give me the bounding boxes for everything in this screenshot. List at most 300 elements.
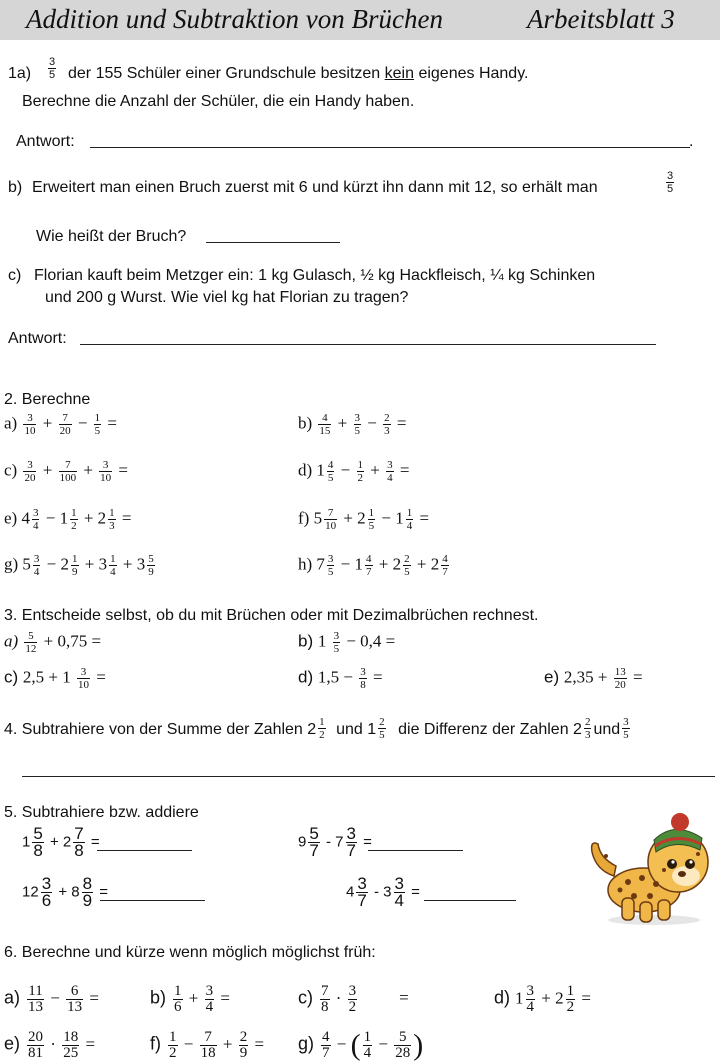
fraction: [62, 1030, 79, 1061]
denominator: 81: [28, 1045, 44, 1061]
denominator: 4: [205, 999, 214, 1015]
fraction: [200, 1030, 217, 1061]
fraction: [368, 507, 376, 532]
whole-number: 3: [136, 554, 146, 574]
task2-item-g: [4, 553, 157, 578]
whole-number: 8: [71, 883, 80, 901]
fraction: [526, 984, 536, 1015]
numerator: 1: [72, 553, 78, 565]
operator: =: [392, 413, 407, 433]
denominator: 20: [24, 472, 36, 484]
denominator: 12: [25, 643, 37, 655]
denominator: 3: [109, 520, 115, 532]
equals: =: [358, 833, 372, 851]
math-text: − 0,4 =: [342, 631, 396, 651]
item-label: b): [298, 631, 318, 651]
operator: =: [395, 460, 410, 480]
operator: +: [339, 508, 358, 528]
whole-number: 7: [316, 554, 325, 574]
numerator: 5: [33, 824, 43, 843]
task5-answer-line-1[interactable]: [97, 850, 192, 851]
fraction: [82, 876, 93, 909]
operator: +: [38, 460, 57, 480]
denominator: 10: [100, 472, 112, 484]
numerator: 1: [363, 1029, 372, 1045]
operator: +: [118, 554, 137, 574]
task1c-line1: Florian kauft beim Metzger ein: 1 kg Gulasch, ½ kg Hackfleisch, ¼ kg Schinken: [34, 267, 596, 284]
denominator: 10: [77, 679, 89, 691]
fraction: [23, 459, 36, 484]
task2-item-d: [298, 459, 409, 484]
denominator: 9: [148, 566, 154, 578]
task6-item-g: [298, 1030, 423, 1061]
numerator: 13: [614, 666, 626, 678]
item-label: g): [298, 1033, 320, 1054]
operator: +: [218, 1034, 237, 1054]
denominator: 5: [94, 425, 101, 437]
numerator: 3: [348, 983, 357, 999]
fraction: [614, 666, 627, 691]
equals: =: [399, 988, 409, 1008]
operator: +: [38, 413, 57, 433]
fraction: [66, 984, 83, 1015]
denominator: 8: [74, 841, 84, 860]
numerator: 5: [394, 1030, 411, 1046]
operator: +: [374, 554, 393, 574]
fraction: [403, 553, 411, 578]
operator: +: [79, 460, 98, 480]
fraction: [386, 459, 394, 484]
whole-number: 3: [98, 554, 108, 574]
fraction: [147, 553, 155, 578]
task4-answer-line[interactable]: [22, 776, 715, 777]
fraction: [71, 553, 79, 578]
fraction: [354, 412, 362, 437]
numerator: 3: [99, 459, 112, 472]
numerator: 1: [94, 412, 101, 424]
operator: +: [333, 413, 352, 433]
fraction: [99, 459, 112, 484]
denominator: 7: [322, 1045, 330, 1061]
task2-item-b: [298, 412, 406, 437]
numerator: 3: [357, 874, 367, 893]
denominator: 5: [327, 472, 334, 484]
operator: =: [114, 460, 128, 480]
numerator: 3: [23, 459, 36, 472]
task5-item-2: [298, 826, 372, 859]
operator: -: [369, 883, 384, 901]
numerator: 3: [23, 412, 36, 425]
fraction: [346, 826, 357, 859]
numerator: 4: [322, 1029, 330, 1045]
equals: =: [406, 883, 420, 901]
denominator: 5: [404, 566, 410, 578]
denominator: 5: [327, 566, 334, 578]
task1b-fraction: $\frac{3}{5}$: [667, 170, 674, 195]
fraction: [320, 984, 330, 1015]
item-label: d): [494, 987, 516, 1008]
equals: =: [577, 988, 591, 1008]
task2-heading: 2. Berechne: [4, 391, 91, 408]
numerator: 3: [327, 553, 334, 565]
numerator: 2: [384, 412, 390, 424]
denominator: 7: [366, 566, 372, 578]
denominator: 5: [368, 520, 375, 532]
denominator: 3: [384, 425, 390, 437]
task1a-answer-line[interactable]: [90, 147, 690, 148]
denominator: 2: [357, 472, 364, 484]
denominator: 8: [360, 679, 366, 691]
numerator: 7: [59, 459, 78, 472]
fraction: [406, 507, 414, 532]
denominator: 9: [82, 891, 93, 910]
task6-heading: 6. Berechne und kürze wenn möglich möglichst früh:: [4, 944, 376, 961]
operator: -: [321, 833, 336, 851]
task3-heading: 3. Entscheide selbst, ob du mit Brüchen oder mit Dezimalbrüchen rechnest.: [4, 607, 539, 624]
whole-number: 3: [383, 883, 392, 901]
task1c-line2: und 200 g Wurst. Wie viel kg hat Florian zu tragen?: [45, 289, 409, 306]
task5-item-1: [22, 826, 100, 859]
math-text: =: [628, 667, 643, 687]
item-label: e): [4, 508, 22, 528]
task3-item-a: [4, 630, 101, 655]
operator: +: [412, 554, 431, 574]
denominator: 100: [59, 472, 77, 484]
equals: =: [86, 833, 100, 851]
denominator: 8: [321, 999, 329, 1015]
task5-answer-line-3[interactable]: [100, 900, 205, 901]
fraction: [109, 553, 117, 578]
fraction: [348, 984, 358, 1015]
operator: +: [45, 833, 63, 851]
numerator: 20: [28, 1029, 44, 1045]
denominator: 4: [406, 520, 413, 532]
denominator: 4: [363, 1045, 372, 1061]
operator: +: [184, 988, 203, 1008]
numerator: 3: [77, 666, 90, 679]
fraction: [363, 1030, 373, 1061]
task6-item-e: [4, 1030, 95, 1061]
whole-number: 5: [22, 554, 31, 574]
numerator: 18: [63, 1029, 79, 1045]
item-label: d): [298, 667, 318, 687]
operator: + 2: [537, 988, 564, 1008]
numerator: 4: [442, 553, 448, 565]
fraction: [33, 553, 41, 578]
math-text: 2,35 +: [563, 667, 612, 687]
fraction: [70, 507, 78, 532]
math-text: 1,5 −: [317, 667, 358, 687]
whole-number: 2: [392, 554, 402, 574]
task2-item-a: [4, 412, 117, 437]
worksheet-title: Addition und Subtraktion von Brüchen: [26, 4, 443, 34]
numerator: 7: [324, 507, 337, 520]
denominator: 2: [169, 1045, 177, 1061]
numerator: 3: [394, 874, 404, 893]
denominator: 18: [200, 1045, 216, 1061]
whole-number: 4: [21, 508, 30, 528]
item-label: b): [150, 987, 172, 1008]
operator: −: [363, 413, 382, 433]
denominator: 4: [387, 472, 393, 484]
fraction: [394, 1030, 411, 1061]
denominator: 7: [357, 891, 367, 910]
denominator: 7: [346, 841, 356, 860]
fraction: [32, 507, 40, 532]
item-label: f): [298, 508, 314, 528]
equals: =: [250, 1034, 265, 1054]
task6-item-d: [494, 984, 591, 1015]
task1a-line2: Berechne die Anzahl der Schüler, die ein Handy haben.: [22, 93, 415, 110]
operator: −: [336, 460, 355, 480]
whole-number: 1: [22, 833, 31, 851]
worksheet-number: Arbeitsblatt 3: [527, 4, 675, 34]
numerator: 4: [366, 553, 372, 565]
numerator: 5: [148, 553, 154, 565]
operator: −: [41, 508, 60, 528]
numerator: 7: [59, 412, 72, 425]
numerator: 1: [174, 983, 182, 999]
math-text: 2,5 + 1: [22, 667, 75, 687]
denominator: 5: [333, 643, 340, 655]
fraction: [59, 459, 78, 484]
operator: −: [377, 508, 396, 528]
numerator: 3: [333, 630, 340, 642]
denominator: 20: [59, 425, 71, 437]
fraction: [383, 412, 391, 437]
numerator: 3: [387, 459, 393, 471]
numerator: 3: [41, 874, 52, 893]
denominator: 4: [32, 520, 39, 532]
fraction: [173, 984, 183, 1015]
operator: =: [117, 508, 132, 528]
numerator: 3: [205, 983, 214, 999]
task1b-text: Erweitert man einen Bruch zuerst mit 6 und kürzt ihn dann mit 12, so erhält man: [32, 179, 598, 196]
operator: +: [79, 508, 98, 528]
task1c-answer-label: Antwort:: [8, 330, 67, 347]
math-text: + 0,75 =: [39, 631, 102, 651]
item-label: d): [298, 460, 317, 480]
numerator: 7: [200, 1030, 217, 1046]
task3-item-b: [298, 630, 395, 655]
task2-item-h: [298, 553, 451, 578]
denominator: 4: [110, 566, 116, 578]
denominator: 9: [72, 566, 78, 578]
operator: −: [46, 988, 65, 1008]
whole-number: 1: [316, 460, 325, 480]
fraction: [59, 412, 72, 437]
task1a-fraction: $\frac{3}{5}$: [49, 56, 56, 81]
whole-number: 4: [346, 883, 355, 901]
fraction: [77, 666, 90, 691]
task1c-label: c): [8, 267, 22, 284]
denominator: 15: [319, 425, 331, 437]
task2-item-f: [298, 507, 429, 532]
item-label: c): [4, 667, 23, 687]
numerator: 1: [110, 553, 116, 565]
task5-answer-line-2[interactable]: [368, 850, 463, 851]
task2-item-c: [4, 459, 128, 484]
fraction: [94, 412, 102, 437]
denominator: 4: [526, 999, 535, 1015]
task5-answer-line-4[interactable]: [424, 900, 516, 901]
task1b-label: b): [8, 179, 23, 196]
operator: −: [336, 554, 355, 574]
fraction: [324, 507, 337, 532]
numerator: 1: [368, 507, 375, 519]
fraction: [23, 412, 36, 437]
fraction: [327, 553, 335, 578]
denominator: 13: [67, 999, 83, 1015]
fraction: [394, 876, 405, 909]
task6-item-a: [4, 984, 99, 1015]
operator: ·: [331, 988, 346, 1008]
equals: =: [216, 988, 230, 1008]
task6-item-b: [150, 984, 230, 1015]
item-label: c): [4, 460, 22, 480]
whole-number: 2: [97, 508, 107, 528]
close-paren: ): [413, 1028, 424, 1062]
fraction: [27, 1030, 44, 1061]
task1a-text: der 155 Schüler einer Grundschule besitzen kein eigenes Handy.: [68, 65, 529, 82]
operator: −: [42, 554, 61, 574]
equals: =: [81, 1034, 96, 1054]
fraction: [308, 826, 319, 859]
denominator: 20: [614, 679, 626, 691]
operator: =: [415, 508, 430, 528]
denominator: 7: [442, 566, 448, 578]
fraction: [24, 630, 37, 655]
denominator: 9: [239, 1045, 248, 1061]
numerator: 6: [66, 984, 83, 1000]
whole-number: 7: [335, 833, 344, 851]
equals: =: [85, 988, 99, 1008]
operator: −: [179, 1034, 198, 1054]
task1a-answer-dot: .: [689, 133, 694, 150]
numerator: 1: [169, 1029, 177, 1045]
whole-number: 1: [59, 508, 69, 528]
item-label: e): [4, 1033, 26, 1054]
task2-item-e: [4, 507, 132, 532]
task5-item-3: [22, 876, 108, 909]
fraction: [108, 507, 116, 532]
item-label: a): [4, 631, 23, 651]
whole-number: 12: [22, 883, 39, 901]
fraction: [27, 984, 44, 1015]
whole-number: 9: [298, 833, 307, 851]
denominator: 10: [24, 425, 36, 437]
fraction: [327, 459, 335, 484]
denominator: 10: [325, 520, 337, 532]
task1c-answer-line[interactable]: [80, 344, 656, 345]
fraction: [356, 876, 367, 909]
denominator: 2: [566, 999, 575, 1015]
equals: =: [95, 883, 109, 901]
numerator: 2: [239, 1029, 248, 1045]
fraction: [566, 984, 576, 1015]
task1b-answer-line[interactable]: [206, 242, 340, 243]
whole-number: 1: [395, 508, 404, 528]
numerator: 5: [309, 824, 319, 843]
numerator: 7: [321, 983, 329, 999]
open-paren: (: [350, 1028, 361, 1062]
denominator: 13: [28, 999, 44, 1015]
numerator: 4: [327, 459, 334, 471]
numerator: 4: [318, 412, 331, 425]
numerator: 2: [404, 553, 410, 565]
numerator: 7: [74, 824, 84, 843]
fraction: [357, 459, 365, 484]
numerator: 1: [71, 507, 77, 519]
fraction: [73, 826, 84, 859]
numerator: 1: [566, 983, 575, 999]
task5-item-4: [346, 876, 420, 909]
numerator: 3: [33, 553, 40, 565]
task5-heading: 5. Subtrahiere bzw. addiere: [4, 804, 199, 821]
numerator: 3: [32, 507, 39, 519]
whole-number: 5: [313, 508, 323, 528]
whole-number: 1: [515, 988, 524, 1008]
fraction: [333, 630, 341, 655]
fraction: [359, 666, 367, 691]
whole-number: 2: [357, 508, 366, 528]
operator: ·: [46, 1034, 61, 1054]
fraction: [321, 1030, 331, 1061]
operator: −: [332, 1034, 351, 1054]
whole-number: 2: [62, 833, 72, 851]
fraction: [168, 1030, 178, 1061]
task1b-question: Wie heißt der Bruch?: [36, 228, 187, 245]
denominator: 5: [354, 425, 361, 437]
task6-item-f: [150, 1030, 264, 1061]
operator: −: [73, 413, 92, 433]
denominator: 2: [71, 520, 77, 532]
task6-item-c: [298, 984, 409, 1015]
numerator: 11: [28, 983, 43, 999]
math-text: =: [91, 667, 106, 687]
item-label: h): [298, 554, 317, 574]
fraction: [32, 826, 43, 859]
fraction: [41, 876, 52, 909]
fraction: [365, 553, 373, 578]
operator: =: [103, 413, 117, 433]
item-label: c): [298, 987, 318, 1008]
denominator: 28: [395, 1045, 411, 1061]
item-label: f): [150, 1033, 166, 1054]
operator: −: [374, 1034, 393, 1054]
numerator: 5: [24, 630, 37, 643]
denominator: 6: [174, 999, 182, 1015]
numerator: 8: [82, 874, 93, 893]
denominator: 8: [33, 841, 43, 860]
fraction: [441, 553, 449, 578]
task1a-answer-label: Antwort:: [16, 133, 75, 150]
denominator: 4: [33, 566, 40, 578]
numerator: 1: [109, 507, 115, 519]
operator: +: [54, 883, 72, 901]
task3-item-c: [4, 666, 106, 691]
fraction: [205, 984, 215, 1015]
denominator: 7: [309, 841, 319, 860]
numerator: 1: [406, 507, 413, 519]
denominator: 4: [394, 891, 404, 910]
denominator: 25: [63, 1045, 79, 1061]
denominator: 2: [348, 999, 357, 1015]
numerator: 1: [357, 459, 364, 471]
task1a-label: 1a): [8, 65, 32, 82]
item-label: a): [4, 987, 26, 1008]
operator: +: [80, 554, 99, 574]
